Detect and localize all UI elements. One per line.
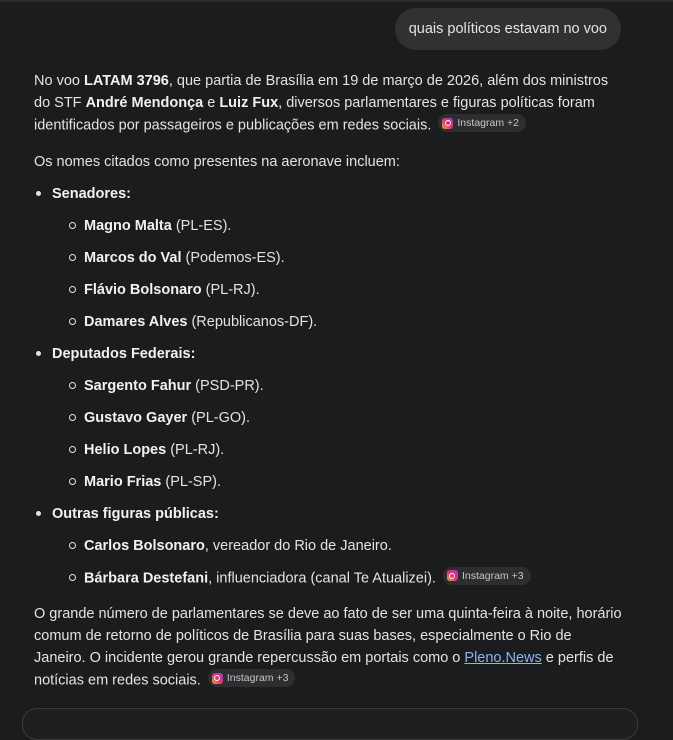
assistant-response: [34, 70, 626, 692]
person-detail: (PL-ES).: [171, 217, 232, 234]
intro-text: No voo: [34, 73, 84, 89]
person-name: Magno Malta: [84, 217, 172, 234]
person-detail: (Republicanos-DF).: [187, 313, 318, 330]
list-item: [52, 375, 626, 397]
person-detail: (PL-RJ).: [201, 281, 260, 298]
group-title: Deputados Federais:: [52, 345, 196, 362]
person-name: Helio Lopes: [84, 441, 167, 458]
person-detail: (PL-RJ).: [166, 441, 225, 458]
group-title: Outras figuras públicas:: [52, 505, 219, 522]
person-detail: (PSD-PR).: [191, 377, 264, 394]
source-chip-label: Instagram +3: [226, 672, 289, 684]
closing-text: e perfis de notícias em redes sociais.: [34, 650, 614, 689]
intro-text: e: [203, 95, 220, 111]
intro-text: , diversos parlamentares e figuras políticas foram identificados por passageiros e publicações em redes sociais.: [34, 95, 595, 134]
group-title: Senadores:: [52, 185, 131, 202]
person-name: Flávio Bolsonaro: [84, 281, 202, 298]
intro-text: , que partia de Brasília em 19 de março de 2026, além dos ministros do STF: [34, 73, 609, 111]
list-item: [52, 471, 626, 493]
person-name: Bárbara Destefani: [84, 570, 209, 586]
person-detail: (PL-SP).: [161, 473, 221, 490]
list-item: [52, 535, 626, 557]
intro-paragraph: [34, 70, 626, 137]
source-chip[interactable]: [208, 669, 296, 687]
person-detail: , influenciadora (canal Te Atualizei).: [208, 570, 436, 586]
source-chip-label: Instagram +3: [461, 569, 524, 582]
source-chip-label: Instagram +2: [457, 117, 519, 129]
list-item: [52, 215, 626, 237]
closing-paragraph: [34, 603, 626, 692]
lead-paragraph: Os nomes citados como presentes na aeronave incluem:: [34, 153, 400, 170]
person-name: Sargento Fahur: [84, 377, 192, 394]
list-item: [52, 567, 626, 590]
list-item: [52, 279, 626, 301]
person-detail: (Podemos-ES).: [181, 249, 285, 266]
user-message-bubble: [395, 8, 621, 50]
list-item: [52, 439, 626, 461]
prompt-input-box[interactable]: [22, 708, 638, 740]
person-detail: , vereador do Rio de Janeiro.: [204, 537, 392, 554]
top-divider: [0, 0, 673, 2]
person-name: Marcos do Val: [84, 249, 182, 266]
minister-name: Luiz Fux: [219, 95, 279, 111]
user-message-text: quais políticos estavam no voo: [408, 21, 607, 37]
group-items: [52, 215, 626, 333]
pleno-news-link[interactable]: Pleno.News: [464, 650, 542, 666]
source-chip[interactable]: [438, 114, 526, 132]
closing-text: O grande número de parlamentares se deve ao fato de ser uma quinta-feira à noite, horário comum de retorno de políticos de Brasília para suas bases, especialmente o Rio de Janeiro. O incidente gerou grande repercussão em portais como o: [34, 606, 622, 666]
list-item: [52, 247, 626, 269]
person-name: Gustavo Gayer: [84, 409, 188, 426]
list-item: [52, 311, 626, 333]
instagram-icon: [212, 673, 223, 684]
group-deputies: [34, 343, 626, 493]
person-name: Mario Frias: [84, 473, 162, 490]
instagram-icon: [447, 570, 458, 581]
instagram-icon: [442, 118, 453, 129]
person-detail: (PL-GO).: [187, 409, 251, 426]
group-senators: [34, 183, 626, 333]
group-items: [52, 535, 626, 590]
person-name: Carlos Bolsonaro: [84, 537, 205, 554]
person-name: Damares Alves: [84, 313, 188, 330]
flight-number: LATAM 3796: [83, 73, 169, 89]
minister-name: André Mendonça: [85, 95, 204, 111]
group-public-figures: [34, 503, 626, 590]
politicians-list: [34, 183, 626, 590]
list-item: [52, 407, 626, 429]
group-items: [52, 375, 626, 493]
source-chip[interactable]: [443, 567, 531, 585]
